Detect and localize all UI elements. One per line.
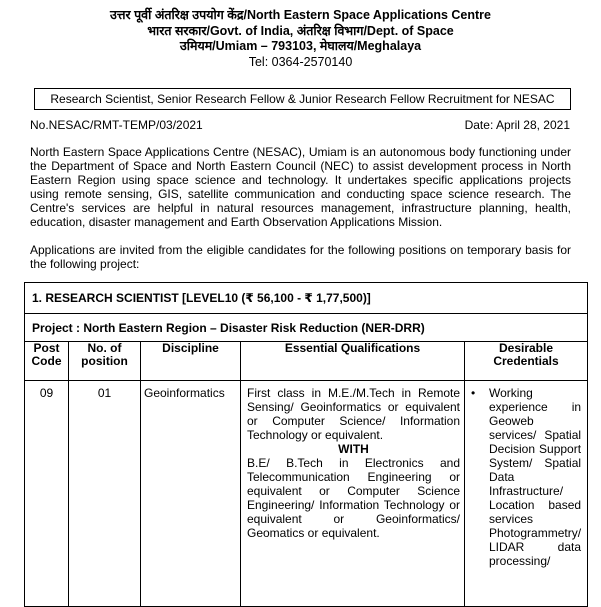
project-heading: Project : North Eastern Region – Disaster Risk Reduction (NER-DRR) (25, 314, 588, 342)
org-name-line: उत्तर पूर्वी अंतरिक्ष उपयोग केंद्र/North Eastern Space Applications Centre (110, 8, 491, 22)
bullet-icon: • (471, 386, 476, 400)
table-row (25, 381, 588, 607)
col-essential-qualifications: Essential Qualifications (241, 342, 465, 381)
desirable-text: Working experience in Geoweb services/ Spatial Decision Support System/ Spatial Data Infrastructure/ Location based services Photogrammetry/ LIDAR data processing/ (489, 386, 582, 568)
col-desirable-credentials: Desirable Credentials (465, 342, 588, 381)
cell-post-code: 09 (25, 381, 69, 607)
cell-essential-qualifications (241, 381, 465, 607)
col-discipline: Discipline (141, 342, 241, 381)
essential-text-secondary: B.E/ B.Tech in Electronics and Telecommunication Engineering or equivalent or Computer Science Engineering/ Information Technology or equivalent or Geoinformatics/ Geomatics or equivalent. (247, 456, 460, 540)
recruitment-title-box: Research Scientist, Senior Research Fellow & Junior Research Fellow Recruitment for NESAC (34, 88, 571, 110)
cell-discipline: Geoinformatics (141, 381, 241, 607)
letterhead (0, 8, 601, 70)
govt-line: भारत सरकार/Govt. of India, अंतरिक्ष विभाग/Dept. of Space (147, 23, 454, 38)
col-post-code: Post Code (25, 342, 69, 381)
intro-paragraph: North Eastern Space Applications Centre (NESAC), Umiam is an autonomous body functioning under the Department of Space and North Eastern Council (NEC) to assist development process in North Eastern Region using space science and technology. It undertakes specific applications projects using remote sensing, GIS, satellite communication and conducting space science research. The Centre's services are helpful in natural resources management, infrastructure planning, health, education, disaster management and Earth Observation Applications Mission. (30, 145, 571, 229)
col-no-of-position: No. of position (69, 342, 141, 381)
essential-with-label: WITH (338, 442, 369, 456)
cell-no-of-position: 01 (69, 381, 141, 607)
notice-date: Date: April 28, 2021 (464, 118, 570, 132)
telephone-line: Tel: 0364-2570140 (248, 54, 353, 69)
position-heading: 1. RESEARCH SCIENTIST [LEVEL10 (₹ 56,100 - ₹ 1,77,500)] (25, 283, 588, 314)
essential-text-primary: First class in M.E./M.Tech in Remote Sensing/ Geoinformatics or equivalent or Computer Science/ Information Technology or equivalent. (247, 386, 460, 442)
invitation-paragraph: Applications are invited from the eligible candidates for the following positions on temporary basis for the following project: (30, 243, 571, 271)
reference-line (30, 118, 570, 132)
positions-table (24, 282, 588, 607)
cell-desirable-credentials (465, 381, 588, 607)
address-line: उमियम/Umiam – 793103, मेघालय/Meghalaya (179, 39, 422, 53)
reference-number: No.NESAC/RMT-TEMP/03/2021 (30, 118, 203, 132)
